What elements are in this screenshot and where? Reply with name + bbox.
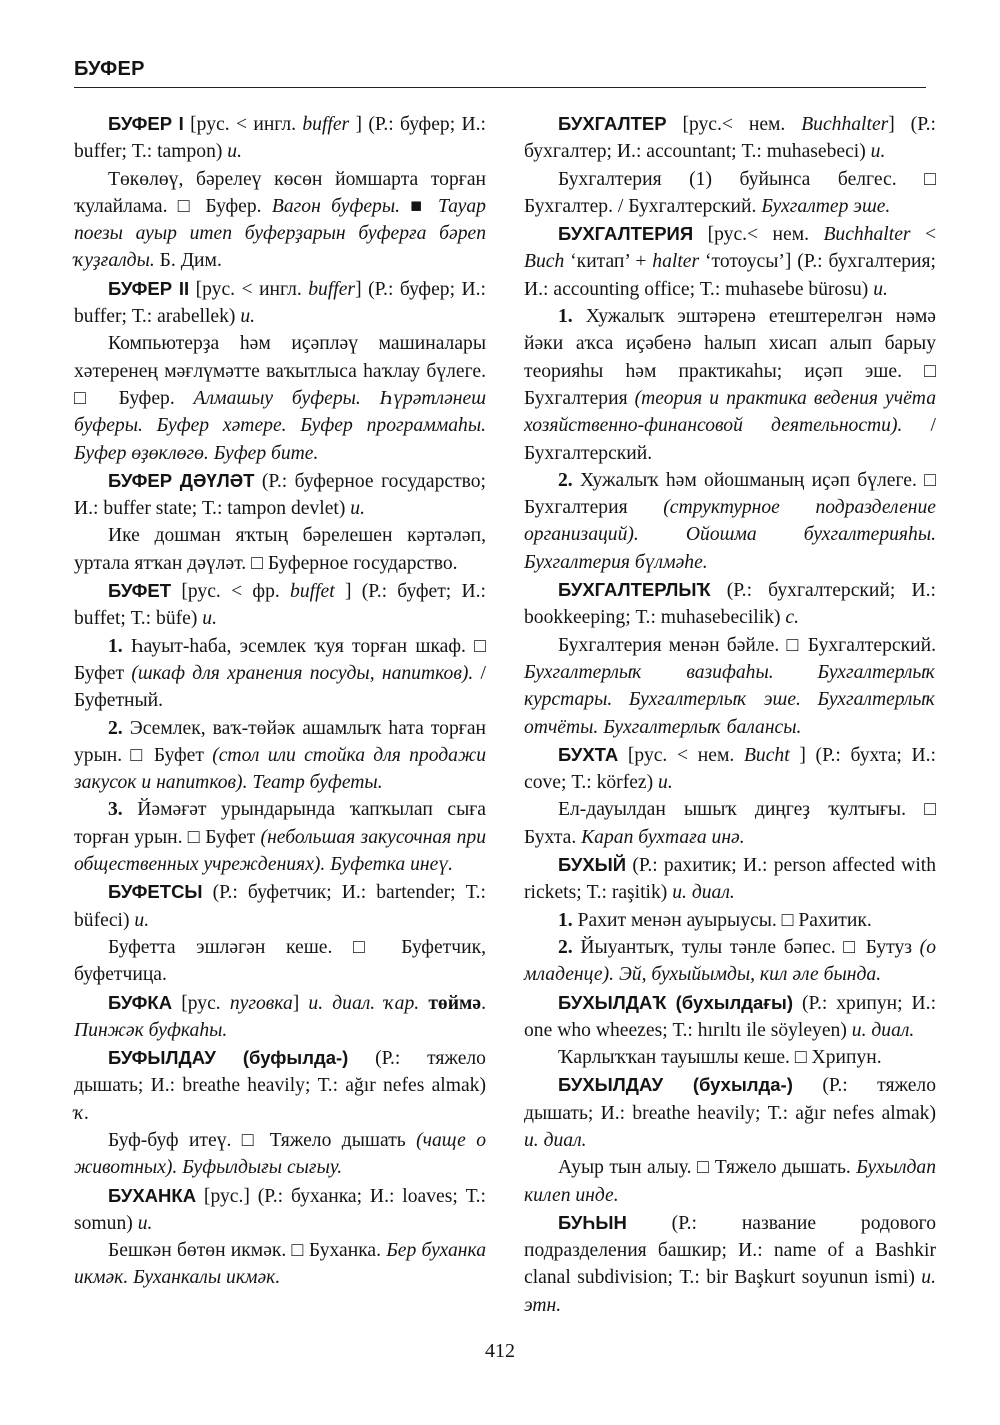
body-text: Хужалыҡ һәм ойошманың иҫәп бүлеге. □ Бухгалтерия bbox=[524, 469, 936, 519]
italic-text: Бер буханка икмәк. Буханкалы икмәк. bbox=[74, 1240, 486, 1289]
entry-paragraph bbox=[74, 796, 486, 878]
italic-text: (небольшая закусочная при общественных учреждениях). Буфетка инеү. bbox=[74, 826, 486, 876]
entry-paragraph bbox=[74, 1182, 486, 1238]
entry-paragraph bbox=[74, 878, 486, 934]
running-head-title: БУФЕР bbox=[74, 58, 145, 80]
body-text: ] (Р.: буфер; И.: buffer; Т.: tampon) bbox=[74, 114, 486, 163]
body-text bbox=[419, 993, 428, 1014]
headword: БУХГАЛТЕРИЯ bbox=[558, 223, 694, 245]
entry-paragraph bbox=[74, 110, 486, 166]
italic-text: (стол или стойка для продажи закусок и напитков). Театр буфеты. bbox=[74, 744, 486, 794]
sense-number: 2. bbox=[558, 469, 573, 491]
body-text: Рахит менән ауырыусы. □ Рахитик. bbox=[572, 909, 872, 931]
entry-paragraph bbox=[524, 907, 936, 934]
body-text: (Р.: буферное государство; И.: buffer state; Т.: tampon devlet) bbox=[74, 470, 486, 520]
italic-text: и. bbox=[350, 498, 365, 520]
italic-text: и. bbox=[658, 772, 673, 794]
body-text: (Р.: рахитик; И.: person affected with rickets; Т.: raşitik) bbox=[524, 855, 936, 904]
headword: БУФЫЛДАУ (буфылда-) bbox=[108, 1047, 349, 1069]
entry-paragraph bbox=[74, 275, 486, 331]
italic-text: buffer bbox=[308, 278, 356, 300]
entry-paragraph bbox=[524, 1044, 936, 1071]
italic-text: Buch bbox=[524, 251, 565, 273]
italic-text: и. диал. ҡар. bbox=[308, 992, 420, 1014]
entry-paragraph bbox=[524, 796, 936, 851]
body-text: ] (Р.: буфет; И.: buffet; Т.: büfe) bbox=[74, 581, 486, 630]
body-text: (Р.: бухгалтерский; И.: bookkeeping; Т.: muhasebecilik) bbox=[524, 580, 936, 629]
italic-text: и. bbox=[137, 1212, 153, 1234]
body-text: ■ bbox=[400, 195, 438, 217]
italic-text: пуговка bbox=[229, 992, 293, 1014]
italic-text: и. bbox=[134, 909, 150, 931]
italic-text: Тауар поезы ауыр итеп буферҙарын буферға бәреп ҡуҙғалды. bbox=[74, 195, 486, 272]
body-text: ] bbox=[292, 992, 309, 1014]
entry-paragraph bbox=[74, 330, 486, 466]
headword: БУҺЫН bbox=[558, 1211, 627, 1233]
body-text: Йәмәғәт урындарында ҡапҡылап сыға торған урын. □ Буфет bbox=[74, 799, 486, 848]
body-text: (Р.: буфетчик; И.: bartender; Т.: büfeci) bbox=[74, 882, 486, 931]
body-text: (Р.: тяжело дышать; И.: breathe heavily; Т.: ağır nefes almak) bbox=[524, 1075, 937, 1124]
body-text: [рус.< нем. bbox=[666, 114, 802, 135]
entry-paragraph bbox=[74, 166, 486, 275]
italic-text: Бухгалтер эше. bbox=[761, 195, 891, 217]
entry-paragraph bbox=[524, 989, 936, 1045]
page-number: 412 bbox=[485, 1340, 515, 1362]
headword: БУФЕР II bbox=[108, 277, 190, 299]
italic-text: halter bbox=[652, 251, 700, 273]
entry-paragraph bbox=[524, 467, 936, 576]
italic-text: и. bbox=[870, 141, 886, 163]
body-text: Буфетта эшләгән кеше. □ Буфетчик, буфетчица. bbox=[74, 936, 486, 986]
italic-text: Бухылдап килеп инде. bbox=[524, 1157, 936, 1206]
entry-paragraph bbox=[74, 633, 486, 715]
header-rule bbox=[74, 87, 926, 88]
entry-paragraph bbox=[524, 851, 936, 907]
body-text: Бухгалтерия (1) буйынса белгес. □ Бухгалтер. / Бухгалтерский. bbox=[524, 168, 936, 217]
italic-text: и. диал. bbox=[851, 1019, 915, 1041]
body-text: [рус.] (Р.: буханка; И.: loaves; Т.: somun) bbox=[74, 1185, 486, 1234]
body-text: Һауыт-һаба, эсемлек ҡуя торған шкаф. □ Буфет bbox=[74, 635, 486, 684]
body-text: [рус. < фр. bbox=[171, 581, 291, 603]
sense-number: 1. bbox=[108, 635, 123, 657]
body-text: Хужалыҡ эштәренә етештерелгән нәмә йәки аҡса иҫәбенә һалып хисап алып барыу теорияһы һәм практикаһы; иҫәп эше. □ Бухгалтерия bbox=[524, 306, 936, 409]
body-text: < bbox=[910, 224, 936, 246]
sense-number: 3. bbox=[108, 799, 123, 821]
body-text: [рус. < ингл. bbox=[183, 114, 303, 135]
sense-number: 2. bbox=[108, 717, 123, 739]
italic-text: (теория и практика ведения учёта хозяйственно-финансовой деятельности). bbox=[524, 387, 936, 437]
italic-text: с. bbox=[785, 607, 800, 629]
body-text: (Р.: тяжело дышать; И.: breathe heavily; Т.: ağır nefes almak) bbox=[74, 1048, 486, 1097]
headword: БУФЕР I bbox=[108, 113, 184, 134]
entry-paragraph bbox=[524, 220, 936, 303]
entry-paragraph bbox=[74, 1044, 486, 1127]
italic-text: Пинжәк буфкаһы. bbox=[74, 1019, 228, 1041]
entry-paragraph bbox=[524, 110, 936, 166]
italic-text: Bucht bbox=[743, 744, 790, 766]
body-text: (Р.: хрипун; И.: one who wheezes; Т.: hırıltı ile söyleyen) bbox=[524, 992, 937, 1041]
body-text: [рус. < ингл. bbox=[189, 278, 309, 300]
entry-paragraph bbox=[524, 741, 936, 797]
body-text: . bbox=[481, 992, 486, 1014]
body-text: [рус. < нем. bbox=[618, 744, 744, 766]
entry-paragraph bbox=[74, 715, 486, 797]
italic-text: и. bbox=[202, 608, 217, 630]
entry-paragraph bbox=[74, 577, 486, 633]
italic-text: Вагон буферы. bbox=[271, 195, 401, 217]
headword: БУХАНКА bbox=[108, 1184, 197, 1206]
headword: БУХГАЛТЕРЛЫҠ bbox=[558, 579, 711, 601]
sense-number: 2. bbox=[558, 936, 573, 958]
italic-text: ҡ. bbox=[74, 1102, 90, 1124]
sense-number: 1. bbox=[558, 306, 573, 328]
body-text: ‘тотоусы’] (Р.: бухгалтерия; И.: accounting office; Т.: muhasebe bürosu) bbox=[524, 251, 936, 300]
left-column bbox=[74, 110, 486, 1292]
body-text: Буф-буф итеү. □ Тяжело дышать bbox=[108, 1129, 417, 1151]
headword: БУХГАЛТЕР bbox=[558, 113, 667, 134]
entry-paragraph bbox=[524, 166, 936, 221]
body-text: [рус.< нем. bbox=[693, 224, 824, 246]
italic-text: и. bbox=[873, 278, 888, 300]
body-text: (Р.: название родового подразделения башкир; И.: name of a Bashkir clanal subdivision; Т.: bir Başkurt soyunun ismi) bbox=[524, 1212, 936, 1289]
entry-paragraph bbox=[524, 303, 936, 467]
body-text: Ауыр тын алыу. □ Тяжело дышать. bbox=[558, 1157, 857, 1179]
body-text: Бешкән бөтөн икмәк. □ Буханка. bbox=[108, 1240, 387, 1262]
italic-text: и. диал. bbox=[672, 882, 735, 904]
headword: БУХЫЙ bbox=[558, 854, 627, 876]
italic-text: и. bbox=[227, 141, 242, 163]
italic-text: (о младенце). Эй, бухыйымды, кил әле бында. bbox=[524, 936, 936, 986]
body-text: Ел-дауылдан ышыҡ диңгеҙ ҡултығы. □ Бухта. bbox=[524, 799, 936, 848]
body-text: ‘китап’ + bbox=[564, 251, 653, 273]
headword: БУФЕР ДӘҮЛӘТ bbox=[108, 469, 255, 491]
entry-paragraph bbox=[524, 1209, 936, 1319]
body-text: Ике дошман яҡтың бәрелешен кәртәләп, уртала ятҡан дәүләт. □ Буферное государство. bbox=[74, 525, 486, 574]
body-text: Б. Дим. bbox=[154, 250, 222, 272]
entry-paragraph bbox=[74, 989, 486, 1045]
body-text: Компьютерҙа һәм иҫәпләү машиналары хәтеренең мәғлүмәтте ваҡытлыса һаҡлау бүлеге. □ Буфер. bbox=[74, 333, 486, 409]
body-text: Бухгалтерия менән бәйле. □ Бухгалтерский. bbox=[558, 634, 936, 656]
sense-number: төймә bbox=[428, 992, 482, 1014]
italic-text: Бухгалтерлыҡ вазифаһы. Бухгалтерлыҡ курстары. Бухгалтерлыҡ эше. Бухгалтерлыҡ отчёты. Бухгалтерлыҡ балансы. bbox=[524, 661, 936, 738]
headword: БУФЕТ bbox=[108, 580, 172, 602]
italic-text: и. диал. bbox=[524, 1129, 587, 1151]
italic-text: Buchhalter bbox=[801, 114, 889, 135]
headword: БУХЫЛДАҠ (бухылдағы) bbox=[558, 991, 794, 1013]
entry-paragraph bbox=[74, 467, 486, 523]
body-text: ] (Р.: буфер; И.: buffer; Т.: arabellek) bbox=[74, 278, 486, 328]
headword: БУФЕТСЫ bbox=[108, 881, 203, 903]
italic-text: и. этн. bbox=[524, 1267, 936, 1316]
italic-text: Карап бухтаға инә. bbox=[581, 826, 745, 848]
body-text: Ҡарлыҡҡан тауышлы кеше. □ Хрипун. bbox=[558, 1047, 882, 1069]
body-text: /Буфетный. bbox=[74, 662, 486, 712]
entry-paragraph bbox=[74, 934, 486, 989]
headword: БУХТА bbox=[558, 743, 619, 765]
italic-text: (чаще о животных). Буфылдығы сығыу. bbox=[74, 1129, 487, 1179]
sense-number: 1. bbox=[558, 909, 573, 931]
body-text: Эсемлек, ваҡ-төйәк ашамлыҡ һата торған урын. □ Буфет bbox=[74, 717, 486, 766]
headword: БУХЫЛДАУ (бухылда-) bbox=[558, 1074, 793, 1096]
italic-text: Алмашыу буферы. Һүрәтләнеш буферы. Буфер хәтере. Буфер программаһы. Буфер өҙөклөгө. Буфер бите. bbox=[74, 387, 486, 464]
entry-paragraph bbox=[74, 1127, 486, 1182]
entry-paragraph bbox=[74, 522, 486, 577]
italic-text: (шкаф для хранения посуды, напитков). bbox=[131, 662, 474, 684]
italic-text: (структурное подразделение организаций). Ойошма бухгалтерияһы. Бухгалтерия бүлмәһе. bbox=[524, 497, 936, 573]
italic-text: buffet bbox=[290, 581, 335, 603]
body-text: Йыуантыҡ, тулы тәнле бәпес. □ Бутуз bbox=[572, 936, 920, 958]
body-text: / Бухгалтерский. bbox=[524, 415, 936, 464]
italic-text: Buchhalter bbox=[823, 224, 911, 246]
entry-paragraph bbox=[524, 632, 936, 741]
body-text: [рус. bbox=[172, 992, 230, 1014]
headword: БУФКА bbox=[108, 991, 173, 1013]
entry-paragraph bbox=[524, 934, 936, 989]
entry-paragraph bbox=[524, 1071, 936, 1154]
italic-text: и. bbox=[240, 306, 256, 328]
entry-paragraph bbox=[524, 1154, 936, 1209]
entry-paragraph bbox=[524, 576, 936, 632]
right-column bbox=[524, 110, 936, 1319]
body-text: Төкөлөү, бәрелеү көсөн йомшарта торған ҡулайлама. □ Буфер. bbox=[74, 168, 486, 217]
body-text: ] (Р.: бухта; И.: cove; Т.: körfez) bbox=[524, 744, 936, 794]
entry-paragraph bbox=[74, 1237, 486, 1292]
body-text: ] (Р.: бухгалтер; И.: accountant; Т.: muhasebeci) bbox=[524, 114, 936, 163]
italic-text: buffer bbox=[302, 114, 350, 135]
